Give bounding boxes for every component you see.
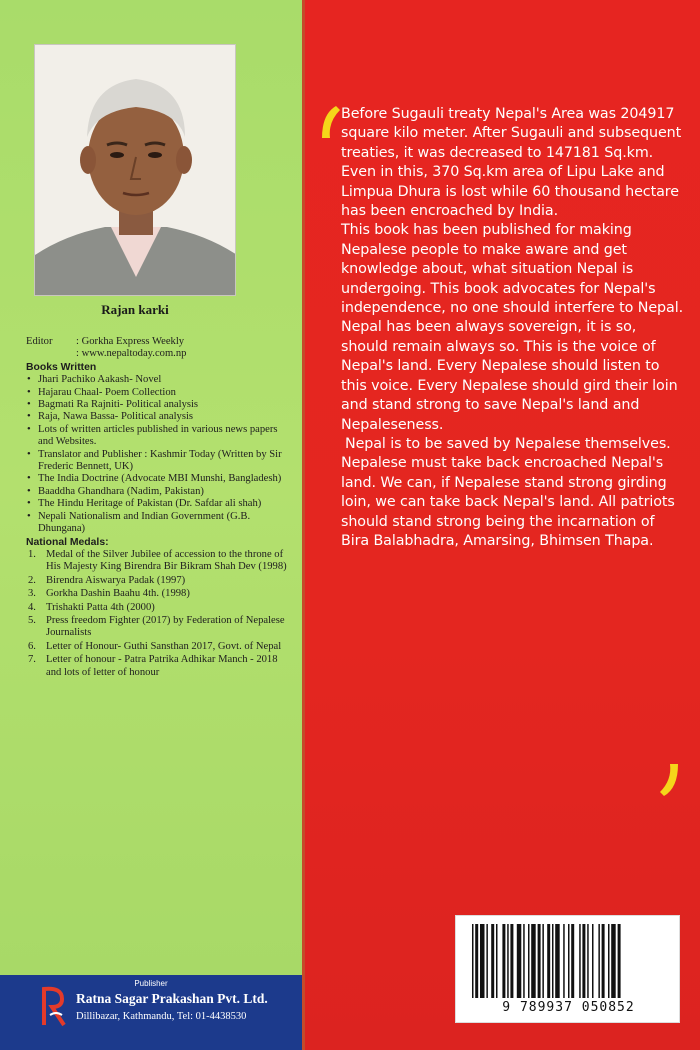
list-item: 1. Medal of the Silver Jubilee of accession to the throne of His Majesty King Birendra Bir Bikram Shah Dev (1998) (28, 548, 287, 573)
barcode-bar (602, 924, 605, 998)
publisher-name: Ratna Sagar Prakashan Pvt. Ltd. (76, 991, 268, 1006)
barcode-bar (475, 924, 478, 998)
blurb-paragraph: This book has been published for making Nepalese people to make aware and get knowledge about, what situation Nepal is undergoing. This book advocates for Nepal's independence, no one should interfere to Nepal. Nepal has been always sovereign, it is so, should remain always so. This is the voice of Nepal's land. Every Nepalese should listen to this voice. Every Nepalese should gird their loin and stand strong to save Nepal's land and Nepaleseness. (341, 222, 684, 433)
isbn-barcode (455, 915, 680, 1023)
barcode-bar (480, 924, 485, 998)
author-portrait-icon (35, 45, 236, 296)
barcode-bar (587, 924, 589, 998)
back-cover-blurb (341, 105, 686, 551)
barcode-bar (528, 924, 530, 998)
barcode-bar (618, 924, 621, 998)
list-item: 7. Letter of honour - Patra Patrika Adhikar Manch - 2018 and lots of letter of honour (28, 654, 278, 678)
barcode-bar (571, 924, 574, 998)
barcode-icon (470, 924, 667, 998)
back-cover-left-panel (0, 0, 302, 975)
barcode-bar (547, 924, 550, 998)
list-item: • The Hindu Heritage of Pakistan (Dr. Safdar ali shah) (26, 498, 292, 510)
barcode-bar (523, 924, 525, 998)
publisher-logo-icon (40, 985, 68, 1027)
barcode-bar (598, 924, 600, 998)
isbn-number: 9 789937 050852 (502, 1000, 635, 1015)
editor-website: : www.nepaltoday.com.np (76, 348, 187, 360)
barcode-bar (555, 924, 560, 998)
blurb-paragraph: Nepal is to be saved by Nepalese themselves. Nepalese must take back encroached Nepal's land. We can, if Nepalese stand strong girding loin, we can take back Nepal's land. All patriots should stand strong being the incarnation of Bira Balabhadra, Amarsing, Bhimsen Thapa. (341, 435, 675, 549)
barcode-bar (531, 924, 536, 998)
barcode-bar (510, 924, 513, 998)
list-item: 5. Press freedom Fighter (2017) by Federation of Nepalese Journalists (28, 614, 285, 639)
barcode-bar (491, 924, 494, 998)
barcode-bar (542, 924, 544, 998)
author-bio (26, 336, 292, 680)
barcode-bar (579, 924, 581, 998)
editor-row (26, 336, 292, 348)
author-name: Rajan karki (101, 302, 169, 317)
list-item: • Nepali Nationalism and Indian Government (G.B. Dhungana) (26, 511, 292, 536)
books-list (26, 374, 292, 535)
publisher-label: Publisher (134, 979, 168, 988)
barcode-bar (502, 924, 505, 998)
barcode-bar (552, 924, 554, 998)
editor-line: : Gorkha Express Weekly (76, 336, 185, 347)
list-item: 3. Gorkha Dashin Baahu 4th. (1998) (28, 588, 190, 600)
list-item: • Bagmati Ra Rajniti- Political analysis (26, 399, 292, 411)
barcode-bar (486, 924, 488, 998)
barcode-bar (611, 924, 616, 998)
barcode-bar (563, 924, 565, 998)
barcode-bar (517, 924, 522, 998)
barcode-bar (472, 924, 474, 998)
list-item: • Hajarau Chaal- Poem Collection (26, 387, 292, 399)
list-item: • Jhari Pachiko Aakash- Novel (26, 374, 292, 386)
list-item: 6. Letter of Honour- Guthi Sansthan 2017, Govt. of Nepal (28, 640, 282, 652)
barcode-bar (582, 924, 585, 998)
list-item: • Lots of written articles published in various news papers and Websites. (26, 424, 292, 449)
barcode-bar (592, 924, 594, 998)
list-item: • Raja, Nawa Bassa- Political analysis (26, 411, 292, 423)
close-quote-icon (654, 760, 684, 800)
barcode-bar (496, 924, 498, 998)
editor-row (26, 348, 292, 360)
blurb-paragraph: Before Sugauli treaty Nepal's Area was 204917 square kilo meter. After Sugauli and subsequent treaties, it was decreased to 147181 Sq.km. Even in this, 370 Sq.km area of Lipu Lake and Limpua Dhura is lost while 60 thousand hectare has been encroached by India. (341, 106, 682, 220)
author-photo (34, 44, 236, 296)
publisher-strip (0, 975, 302, 1050)
list-item: • The India Doctrine (Advocate MBI Munshi, Bangladesh) (26, 473, 292, 485)
barcode-bar (507, 924, 509, 998)
books-heading: Books Written (26, 361, 97, 373)
list-item: • Baaddha Ghandhara (Nadim, Pakistan) (26, 486, 292, 498)
publisher-address: Dillibazar, Kathmandu, Tel: 01-4438530 (76, 1011, 247, 1022)
barcode-bar (538, 924, 541, 998)
medals-list (26, 549, 292, 679)
barcode-bar (568, 924, 570, 998)
list-item: 4. Trishakti Patta 4th (2000) (28, 601, 155, 613)
barcode-bar (608, 924, 610, 998)
editor-label: Editor (26, 336, 53, 347)
medals-heading: National Medals: (26, 536, 109, 548)
list-item: 2. Birendra Aiswarya Padak (1997) (28, 574, 186, 586)
list-item: • Translator and Publisher : Kashmir Today (Written by Sir Frederic Bennett, UK) (26, 449, 292, 474)
